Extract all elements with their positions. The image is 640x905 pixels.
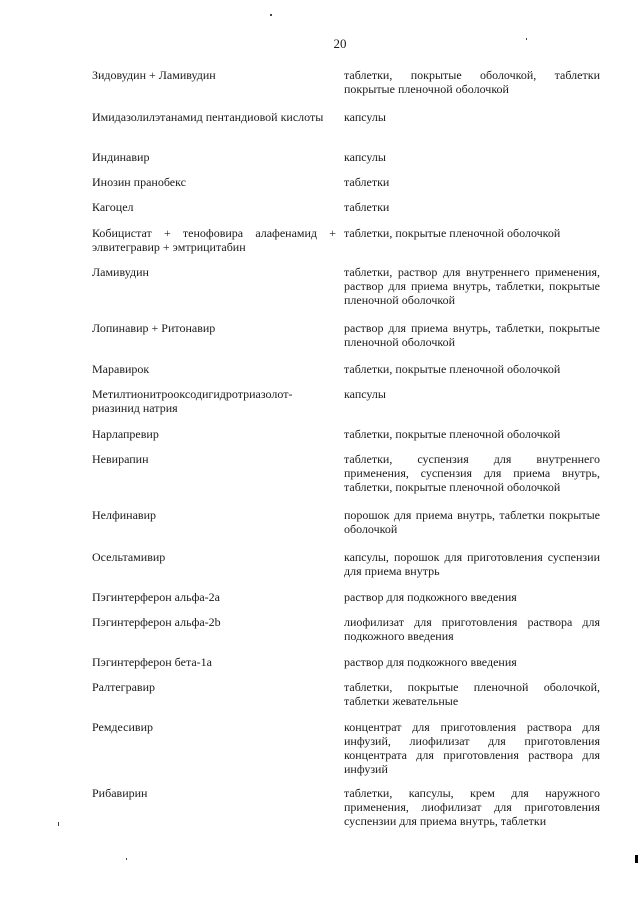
dosage-form: таблетки, покрытые пленочной оболочкой, таблетки жевательные xyxy=(344,680,600,708)
drug-name: Осельтамивир xyxy=(92,550,166,564)
dosage-form: таблетки, покрытые пленочной оболочкой xyxy=(344,362,561,376)
drug-name: Нарлапревир xyxy=(92,427,159,441)
drug-name: Пэгинтерферон бета-1а xyxy=(92,655,212,669)
drug-row xyxy=(92,150,600,175)
drug-row xyxy=(92,615,600,655)
dosage-form: таблетки, капсулы, крем для наружного применения, лиофилизат для приготовления суспензии для приема внутрь, таблетки xyxy=(344,786,600,828)
drug-name: Ралтегравир xyxy=(92,680,155,694)
drug-row xyxy=(92,362,600,387)
drug-name: Невирапин xyxy=(92,452,149,466)
dosage-form: капсулы xyxy=(344,387,386,401)
drug-name: Рибавирин xyxy=(92,786,148,800)
dosage-form: таблетки, раствор для внутреннего применения, раствор для приема внутрь, таблетки, покрытые пленочной оболочкой xyxy=(344,265,600,307)
page-number: 20 xyxy=(333,36,347,51)
drug-row xyxy=(92,226,600,265)
dosage-form: раствор для приема внутрь, таблетки, покрытые пленочной оболочкой xyxy=(344,321,600,349)
drug-row xyxy=(92,265,600,321)
drug-row xyxy=(92,110,600,150)
dosage-form: капсулы xyxy=(344,150,386,164)
drug-row xyxy=(92,590,600,615)
drug-name: Нелфинавир xyxy=(92,508,157,522)
drug-row xyxy=(92,720,600,786)
drug-name: Пэгинтерферон альфа-2b xyxy=(92,615,221,629)
drug-name: Ламивудин xyxy=(92,265,149,279)
drug-name: Маравирок xyxy=(92,362,150,376)
drug-name: Индинавир xyxy=(92,150,150,164)
drug-row xyxy=(92,452,600,508)
dosage-form: таблетки, покрытые пленочной оболочкой xyxy=(344,226,561,240)
drug-row xyxy=(92,200,600,226)
scan-speck xyxy=(270,14,272,16)
drug-row xyxy=(92,508,600,550)
drug-name: Метилтионитрооксодигидротриазолот-риазинид натрия xyxy=(92,387,293,415)
dosage-form: порошок для приема внутрь, таблетки покрытые оболочкой xyxy=(344,508,600,536)
drug-list xyxy=(92,68,600,828)
drug-name: Кобицистат + тенофовира алафенамид + элвитегравир + эмтрицитабин xyxy=(92,226,336,254)
drug-row xyxy=(92,387,600,427)
dosage-form: капсулы xyxy=(344,110,386,124)
scan-edge-mark xyxy=(635,855,638,863)
drug-row xyxy=(92,321,600,362)
scan-speck xyxy=(58,822,59,826)
dosage-form: таблетки xyxy=(344,200,390,214)
drug-row xyxy=(92,175,600,200)
scan-speck xyxy=(526,38,527,40)
drug-row xyxy=(92,68,600,110)
dosage-form: таблетки, покрытые оболочкой, таблетки покрытые пленочной оболочкой xyxy=(344,68,600,96)
drug-row xyxy=(92,680,600,720)
drug-row xyxy=(92,786,600,828)
dosage-form: таблетки, суспензия для внутреннего применения, суспензия для приема внутрь, таблетки, покрытые пленочной оболочкой xyxy=(344,452,600,494)
dosage-form: таблетки, покрытые пленочной оболочкой xyxy=(344,427,561,441)
dosage-form: лиофилизат для приготовления раствора для подкожного введения xyxy=(344,615,600,643)
drug-name: Лопинавир + Ритонавир xyxy=(92,321,216,335)
drug-name: Ремдесивир xyxy=(92,720,154,734)
dosage-form: раствор для подкожного введения xyxy=(344,655,517,669)
dosage-form: раствор для подкожного введения xyxy=(344,590,517,604)
drug-name: Пэгинтерферон альфа-2а xyxy=(92,590,220,604)
scan-speck xyxy=(126,858,127,860)
drug-row xyxy=(92,550,600,590)
drug-row xyxy=(92,655,600,680)
dosage-form: концентрат для приготовления раствора для инфузий, лиофилизат для приготовления концентрата для приготовления раствора для инфузий xyxy=(344,720,600,776)
drug-row xyxy=(92,427,600,452)
drug-name: Инозин пранобекс xyxy=(92,175,186,189)
drug-name: Имидазолилэтанамид пентандиовой кислоты xyxy=(92,110,324,124)
drug-name: Зидовудин + Ламивудин xyxy=(92,68,216,82)
dosage-form: капсулы, порошок для приготовления суспензии для приема внутрь xyxy=(344,550,600,578)
dosage-form: таблетки xyxy=(344,175,390,189)
drug-name: Кагоцел xyxy=(92,200,134,214)
